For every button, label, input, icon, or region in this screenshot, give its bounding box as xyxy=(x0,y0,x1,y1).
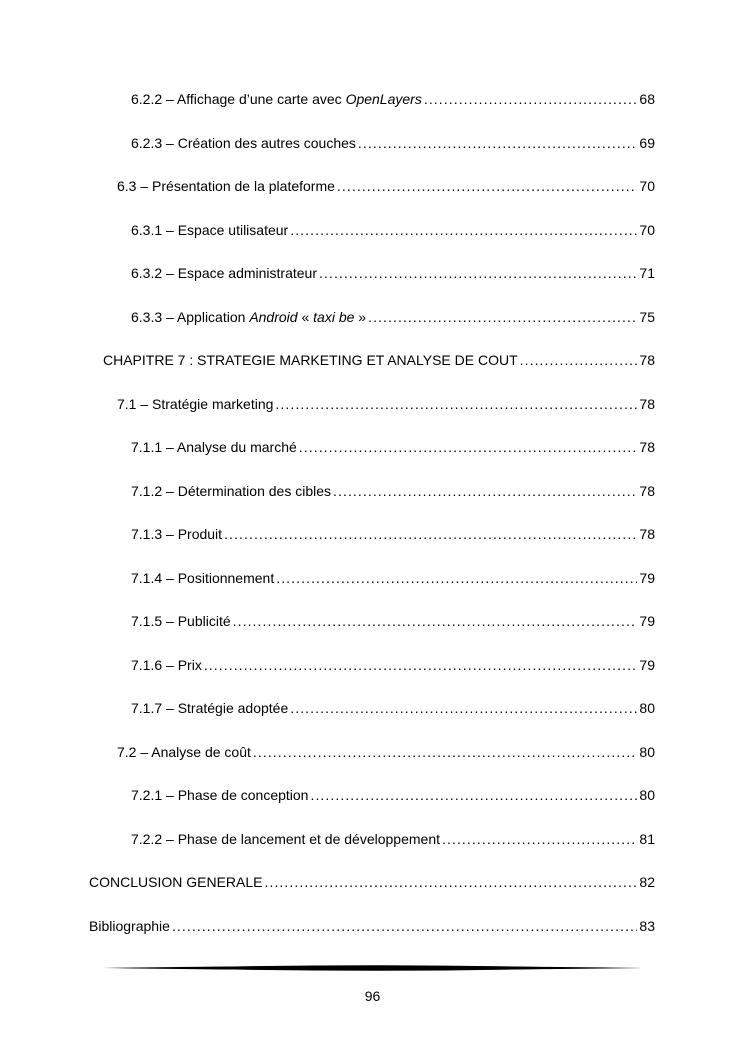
dot-leader xyxy=(290,221,637,239)
toc-entry[interactable] xyxy=(131,438,655,456)
toc-entry-page: 71 xyxy=(639,265,655,281)
toc-title-part: 7.1.4 – Positionnement xyxy=(131,569,275,586)
toc-entry-title xyxy=(131,569,274,587)
toc-title-part: 7.1.1 – Analyse du marché xyxy=(131,439,297,455)
toc-entry-title xyxy=(131,699,288,717)
toc-entry-title xyxy=(103,351,518,369)
toc-entry-page: 80 xyxy=(639,787,655,803)
toc-entry[interactable] xyxy=(131,786,655,804)
toc-title-part: 7.1.2 – Détermination des cibles xyxy=(131,482,331,499)
toc-title-part: 7.1.6 – Prix xyxy=(131,656,202,673)
footer-divider xyxy=(103,962,643,974)
toc-entry-title xyxy=(131,482,331,500)
toc-entry[interactable] xyxy=(117,395,655,413)
toc-title-part: « xyxy=(297,308,314,325)
dot-leader xyxy=(333,482,637,500)
toc-entry-title xyxy=(131,264,317,282)
toc-entry-title xyxy=(131,830,440,848)
toc-title-part: 7.1.7 – Stratégie adoptée xyxy=(131,700,289,716)
toc-title-part: 6.2.2 – Affichage d’une carte avec xyxy=(131,91,346,107)
toc-entry-page: 78 xyxy=(639,439,655,455)
toc-entry-page: 82 xyxy=(639,874,655,890)
dot-leader xyxy=(204,656,638,674)
toc-title-part: 7.1.3 – Produit xyxy=(131,526,223,542)
toc-entry-title xyxy=(117,395,273,413)
toc-title-part: 6.3.1 – Espace utilisateur xyxy=(131,221,289,238)
dot-leader xyxy=(224,525,637,543)
toc-entry[interactable] xyxy=(131,221,655,239)
toc-title-part: taxi be xyxy=(313,308,355,325)
page-number: 96 xyxy=(364,988,381,1004)
toc-entry-page: 80 xyxy=(639,743,655,760)
toc-title-part: » xyxy=(354,308,367,325)
toc-entry-page: 79 xyxy=(639,656,655,673)
toc-entry-title xyxy=(131,656,202,674)
toc-entry[interactable] xyxy=(131,830,655,848)
dot-leader xyxy=(424,90,638,108)
toc-entry-title xyxy=(117,177,335,195)
dot-leader xyxy=(172,917,637,935)
dot-leader xyxy=(290,699,637,717)
toc-title-part: CONCLUSION GENERALE xyxy=(89,874,263,890)
toc-entry[interactable] xyxy=(89,917,655,935)
toc-title-part: 7.1.5 – Publicité xyxy=(131,613,231,629)
toc-entry-page: 80 xyxy=(639,700,655,716)
toc-entry[interactable] xyxy=(103,351,655,369)
dot-leader xyxy=(264,873,637,891)
toc-entry[interactable] xyxy=(131,308,655,326)
toc-title-part: 6.3.2 – Espace administrateur xyxy=(131,265,317,281)
dot-leader xyxy=(253,743,638,761)
toc-entry-page: 75 xyxy=(639,308,655,325)
toc-entry-title xyxy=(131,438,297,456)
toc-title-part: 6.3 – Présentation de la plateforme xyxy=(117,178,335,194)
dot-leader xyxy=(368,308,637,326)
toc-title-part: 7.2.1 – Phase de conception xyxy=(131,787,309,803)
dot-leader xyxy=(442,830,637,848)
toc-entry-title xyxy=(131,525,222,543)
toc-entry[interactable] xyxy=(117,177,655,195)
toc-entry-title xyxy=(89,873,262,891)
toc-title-part: Android xyxy=(249,308,298,325)
dot-leader xyxy=(337,177,638,195)
toc-title-part: 6.3.3 – Application xyxy=(131,308,250,325)
toc-entry-page: 69 xyxy=(639,134,655,151)
toc-entry[interactable] xyxy=(131,90,655,108)
toc-entry-page: 70 xyxy=(639,221,655,238)
dot-leader xyxy=(275,395,637,413)
toc-entry[interactable] xyxy=(89,873,655,891)
toc-entry-page: 78 xyxy=(639,395,655,412)
dot-leader xyxy=(299,438,638,456)
toc-title-part: CHAPITRE 7 : STRATEGIE MARKETING ET ANALYSE DE COUT xyxy=(103,352,518,368)
toc-entry[interactable] xyxy=(131,612,655,630)
toc-entry-page: 70 xyxy=(639,178,655,194)
toc-entry-title xyxy=(131,612,231,630)
toc-entry-page: 79 xyxy=(639,613,655,629)
toc-entry-page: 79 xyxy=(639,569,655,586)
toc-entry[interactable] xyxy=(131,656,655,674)
toc-entry-title xyxy=(89,917,170,935)
toc-entry-title xyxy=(117,743,251,761)
toc-entry-page: 78 xyxy=(639,482,655,499)
toc-entry[interactable] xyxy=(131,482,655,500)
toc-entry[interactable] xyxy=(131,525,655,543)
toc-title-part: OpenLayers xyxy=(345,91,422,107)
toc-title-part: 7.2.2 – Phase de lancement et de développement xyxy=(131,830,440,847)
toc-entry-page: 68 xyxy=(639,91,655,107)
dot-leader xyxy=(358,134,638,152)
toc-entry-title xyxy=(131,90,422,108)
toc-entry-title xyxy=(131,221,288,239)
toc-title-part: 7.2 – Analyse de coût xyxy=(117,743,251,760)
toc-entry[interactable] xyxy=(131,134,655,152)
toc-entry[interactable] xyxy=(131,699,655,717)
dot-leader xyxy=(233,612,638,630)
dot-leader xyxy=(319,264,637,282)
toc-entry[interactable] xyxy=(117,743,655,761)
toc-title-part: 6.2.3 – Création des autres couches xyxy=(131,134,356,151)
toc-title-part: Bibliographie xyxy=(89,917,170,934)
toc-entry-page: 78 xyxy=(639,526,655,542)
toc-entry-title xyxy=(131,308,366,326)
toc-entry-page: 78 xyxy=(639,352,655,368)
toc-entry[interactable] xyxy=(131,569,655,587)
toc-entry[interactable] xyxy=(131,264,655,282)
dot-leader xyxy=(276,569,637,587)
toc-entry-page: 81 xyxy=(639,830,655,847)
dot-leader xyxy=(310,786,637,804)
toc-title-part: 7.1 – Stratégie marketing xyxy=(117,395,274,412)
toc-entry-title xyxy=(131,134,356,152)
toc-entry-page: 83 xyxy=(639,917,655,934)
dot-leader xyxy=(520,351,638,369)
toc-entry-title xyxy=(131,786,308,804)
